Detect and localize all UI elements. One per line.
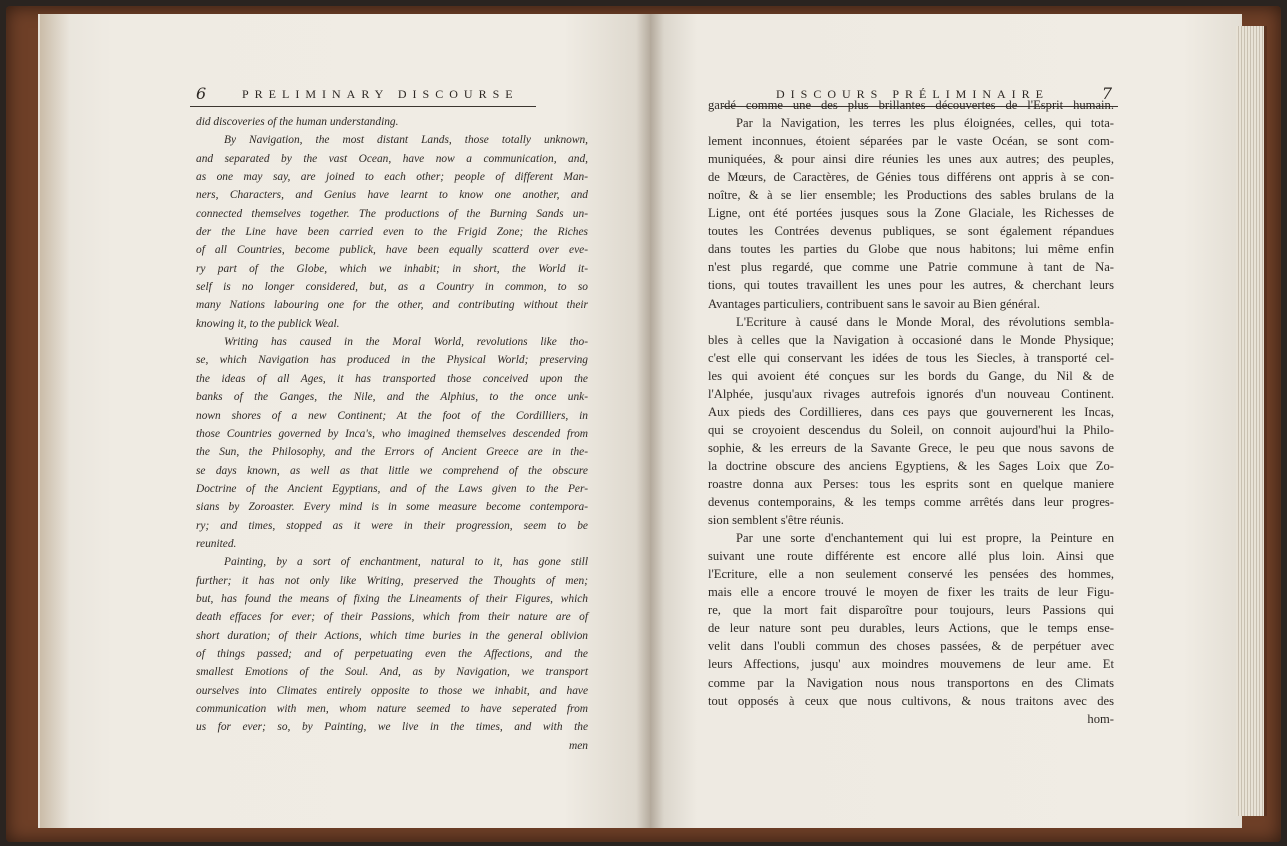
text-line: as one may say, are joined to each other; people of different Man- xyxy=(196,171,588,184)
text-line: many Nations labouring one for the other, and contributing without their xyxy=(196,299,588,312)
text-line: of all Countries, become publick, have been equally scatterd over eve- xyxy=(196,244,588,257)
text-line: tout opposés à ceux que nous cultivons, & nous traitons avec des xyxy=(708,693,1114,708)
text-line: smallest Emotions of the Soul. And, as by Navigation, we transport xyxy=(196,666,588,679)
text-line: reunited. xyxy=(196,537,237,550)
text-line: tions, qui toutes travaillent les unes pour les autres, & cherchant leurs xyxy=(708,278,1114,293)
text-line: Doctrine of the Ancient Egyptians, and of the Laws given to the Per- xyxy=(196,482,588,495)
text-line: devenus contemporains, & les temps comme arrêtés dans leur progres- xyxy=(708,495,1114,510)
text-line: leurs Affections, jusqu' aux moindres mouvemens de leur ame. Et xyxy=(708,657,1114,672)
text-line: Painting, by a sort of enchantment, natural to it, has gone still xyxy=(224,556,588,569)
text-line: L'Ecriture à causé dans le Monde Moral, des révolutions sembla- xyxy=(736,314,1114,329)
page-edge-stack xyxy=(1236,26,1267,816)
text-line: suivant une route différente est encore allé plus loin. Ainsi que xyxy=(708,549,1114,564)
text-line: qui se croyoient descendus du Soleil, on connoit aujourd'hui la Philo- xyxy=(708,422,1114,437)
text-line: comme par la Navigation nous nous transportons en des Climats xyxy=(708,675,1114,690)
text-line: death effaces for ever; of their Passions, which from their nature are of xyxy=(196,611,588,624)
right-page-number: 7 xyxy=(1101,84,1112,103)
text-line: de Mœurs, de Caractères, de Génies tous différens ont appris à se con- xyxy=(708,170,1114,185)
left-page-text xyxy=(196,113,588,755)
text-line: mais elle a encore trouvé le moyen de fixer les traits de leur Figu- xyxy=(708,585,1114,600)
text-line: ners, Characters, and Genius have learnt to know one another, and xyxy=(196,189,588,202)
text-line: muniquées, & pour ainsi dire réunies les unes aux autres; des peuples, xyxy=(708,152,1114,167)
text-line: short duration; of their Actions, which time buries in the general oblivion xyxy=(196,629,588,642)
text-line: sion semblent s'être réunis. xyxy=(708,513,844,528)
text-line: dans toutes les parties du Globe que nous habitons; lui même enfin xyxy=(708,242,1114,257)
text-line: se days known, as well as that little we comprehend of the obscure xyxy=(196,464,588,477)
text-line: der the Line have been carried even to the Frigid Zone; the Riches xyxy=(196,226,588,239)
text-line: and separated by the vast Ocean, have now a communication, and, xyxy=(196,152,588,165)
text-line: communication with men, whom nature seemed to have seperated from xyxy=(196,703,588,715)
text-line: la doctrine obscure des anciens Egyptiens, & les Sages Loix que Zo- xyxy=(708,458,1114,473)
left-page-header xyxy=(190,82,536,107)
text-line: ry part of the Globe, which we inhabit; in short, the World it- xyxy=(196,262,588,275)
text-line: those Countries governed by Inca's, who imagined themselves descended from xyxy=(196,427,588,440)
right-running-title: DISCOURS PRÉLIMINAIRE xyxy=(776,87,1050,101)
right-page-text xyxy=(708,96,1114,728)
text-line: did discoveries of the human understanding. xyxy=(196,116,399,128)
text-line: lement inconnues, étoient séparées par le vaste Océan, se sont com- xyxy=(708,134,1114,149)
text-line: Avantages particuliers, contribuent sans le savoir au Bien général. xyxy=(708,296,1040,311)
left-running-title: PRELIMINARY DISCOURSE xyxy=(242,87,519,101)
text-line: the Sun, the Philosophy, and the Errors of Ancient Greece are in the- xyxy=(196,446,588,459)
text-line: connected themselves together. The productions of the Burning Sands un- xyxy=(196,207,588,220)
text-line: c'est elle qui conservant les idées de tous les Siecles, à transporté cel- xyxy=(708,350,1114,365)
text-line: l'Ecriture, elle a non seulement conservé les pensées des hommes, xyxy=(708,567,1114,582)
left-page-number: 6 xyxy=(196,84,207,103)
text-line: knowing it, to the publick Weal. xyxy=(196,317,340,330)
text-line: bles à celles que la Navigation à occasioné dans le Monde Physique; xyxy=(708,332,1114,347)
text-line: but, has found the means of fixing the Lineaments of their Figures, which xyxy=(196,592,588,605)
text-line: the ideas of all Ages, it has transported those conceived upon the xyxy=(196,372,588,385)
text-line: further; it has not only like Writing, preserved the Thoughts of men; xyxy=(196,574,588,587)
text-line: n'est plus regardé, que comme une Patrie commune à tant de Na- xyxy=(708,260,1114,275)
text-line: ry; and times, stopped as it were in their progression, seem to be xyxy=(196,519,588,532)
text-line: l'Alphée, jusqu'aux rivages autrefois ignorés d'un nouveau Continent. xyxy=(708,386,1114,401)
text-line: ourselves into Climates entirely opposite to those we inhabit, and have xyxy=(196,684,588,697)
text-line: sians by Zoroaster. Every mind is in some measure become contempora- xyxy=(196,501,588,514)
text-line: us for ever; so, by Painting, we live in the times, and with the xyxy=(196,721,588,734)
text-line: toutes les Contrées devenus publiques, se sont également répandues xyxy=(708,224,1114,239)
catchword: hom- xyxy=(1087,711,1114,726)
text-line: self is no longer considered, but, as a Country in common, to so xyxy=(196,281,588,294)
text-line: By Navigation, the most distant Lands, those totally unknown, xyxy=(224,134,588,147)
left-page-edge-stain xyxy=(40,14,70,828)
text-line: noître, & à se lier ensemble; les Productions des sables brulans de la xyxy=(708,188,1114,203)
text-line: banks of the Ganges, the Nile, and the Alphius, to the once unk- xyxy=(196,391,588,404)
text-line: se, which Navigation has produced in the Physical World; preserving xyxy=(196,354,588,367)
text-line: nown shores of a new Continent; At the foot of the Cordilliers, in xyxy=(196,409,588,422)
text-line: les qui avoient été conçues sur les bords du Gange, du Nil & de xyxy=(708,368,1114,383)
text-line: velit dans l'oubli commun des choses passées, & de perpétuer avec xyxy=(708,639,1114,654)
text-line: Aux pieds des Cordillieres, dans ces pays que gouvernerent les Incas, xyxy=(708,404,1114,419)
text-line: of things passed; and of perpetuating even the Affections, and the xyxy=(196,647,588,660)
text-line: Writing has caused in the Moral World, revolutions like tho- xyxy=(224,336,588,349)
book-gutter xyxy=(636,14,664,828)
text-line: Par une sorte d'enchantement qui lui est propre, la Peinture en xyxy=(736,531,1114,546)
text-line: Par la Navigation, les terres les plus éloignées, celles, qui tota- xyxy=(736,116,1114,131)
text-line: sophie, & les erreurs de la Savante Grece, le peu que nous savons de xyxy=(708,440,1114,455)
text-line: de leur nature sont peu durables, leurs Actions, que le temps ense- xyxy=(708,621,1114,636)
text-line: Ligne, ont été portées jusques sous la Zone Glaciale, les Richesses de xyxy=(708,206,1114,221)
catchword: men xyxy=(569,739,588,752)
text-line: roastre donna aux Perses: tous les esprits sont en quelque maniere xyxy=(708,476,1114,491)
text-line: gardé comme une des plus brillantes découvertes de l'Esprit humain. xyxy=(708,98,1114,112)
text-line: re, que la mort fait disparoître pour toujours, leurs Passions qui xyxy=(708,603,1114,618)
